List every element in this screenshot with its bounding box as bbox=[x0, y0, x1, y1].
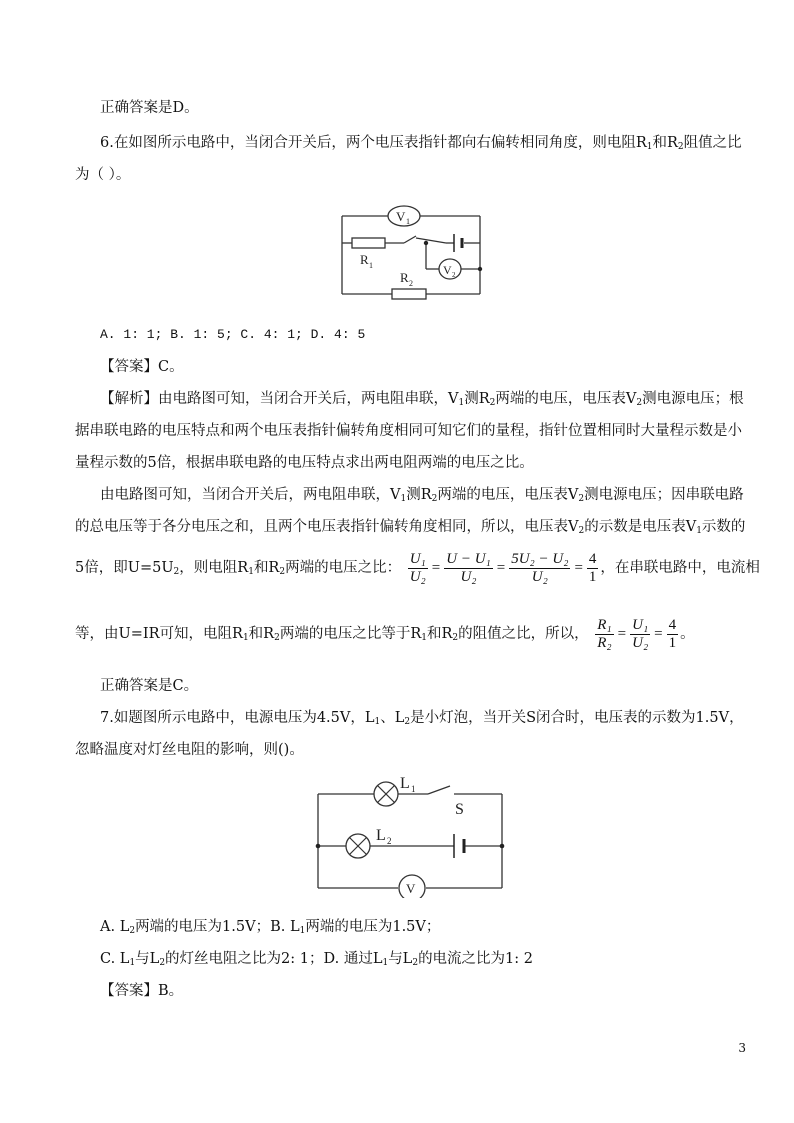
svg-text:V: V bbox=[406, 881, 416, 896]
q6-solution-line2: 的总电压等于各分电压之和，且两个电压表指针偏转角度相同，所以，电压表$V_2$的示数是电压表$V_1$示数的 bbox=[75, 519, 746, 536]
q7-circuit-diagram bbox=[310, 770, 510, 898]
svg-text:1: 1 bbox=[369, 261, 373, 270]
q6-options: A. 1: 1; B. 1: 5; C. 4: 1; D. 4: 5 bbox=[100, 327, 366, 342]
q6-solution-line4: 等，由U=IR可知，电阻$R_1$和$R_2$两端的电压之比等于$R_1$和$R_2$的阻值之比，所以， $\frac{\text{R₁}}{\text{R₂}}$ = $\frac{\text{U₁}}{\text{U₂}}$ = $\frac{4}{1}$ 。 bbox=[75, 612, 695, 656]
q6-analysis-line3: 量程示数的5倍，根据串联电路的电压特点求出两电阻两端的电压之比。 bbox=[75, 455, 534, 471]
q6-answer: 【答案】C。 bbox=[100, 359, 184, 375]
svg-text:R: R bbox=[360, 252, 369, 267]
q7-answer: 【答案】B。 bbox=[100, 983, 184, 999]
q6-stem-line2: 为（ ）。 bbox=[75, 167, 131, 183]
voltage-ratio-formula: $\frac{\text{U₁}}{\text{U₂}}$ = $\frac{\text{U − U₁}}{\text{U₂}}$ = $\frac{\text{5U₂ − U₂}}{\text{U₂}}$ = $\frac{4}{1}$ bbox=[409, 550, 597, 585]
previous-answer: 正确答案是D。 bbox=[100, 100, 199, 116]
resistance-ratio-formula: $\frac{\text{R₁}}{\text{R₂}}$ = $\frac{\text{U₁}}{\text{U₂}}$ = $\frac{4}{1}$ bbox=[597, 616, 677, 651]
q7-options-line2: C. $L_1$与$L_2$的灯丝电阻之比为2: 1；D. 通过$L_1$与$L_2$的电流之比为1: 2 bbox=[100, 951, 534, 968]
svg-text:S: S bbox=[455, 801, 464, 818]
svg-text:L: L bbox=[376, 827, 386, 844]
svg-text:1: 1 bbox=[406, 217, 410, 226]
q6-analysis-line1: 【解析】由电路图可知，当闭合开关后，两电阻串联，$V_1$测$R_2$两端的电压，电压表$V_2$测电源电压；根 bbox=[100, 391, 744, 408]
svg-text:2: 2 bbox=[452, 271, 456, 279]
page-number: 3 bbox=[738, 1041, 746, 1055]
q6-stem-line1: 6.在如图所示电路中，当闭合开关后，两个电压表指针都向右偏转相同角度，则电阻$R_1$和$R_2$阻值之比 bbox=[100, 135, 742, 152]
q7-stem-line2: 忽略温度对灯丝电阻的影响，则()。 bbox=[75, 742, 304, 758]
q6-solution-line1: 由电路图可知，当闭合开关后，两电阻串联，$V_1$测$R_2$两端的电压，电压表$V_2$测电源电压；因串联电路 bbox=[100, 487, 744, 504]
q6-analysis-line2: 据串联电路的电压特点和两个电压表指针偏转角度相同可知它们的量程，指针位置相同时大量程示数是小 bbox=[75, 423, 742, 439]
q6-final-answer: 正确答案是C。 bbox=[100, 678, 199, 694]
q6-solution-line3: 5倍，即$U=5U_2$，则电阻$R_1$和$R_2$两端的电压之比： $\frac{\text{U₁}}{\text{U₂}}$ = $\frac{\text{U − U₁}}{\text{U₂}}$ = $\frac{\text{5U₂ − U₂}}{\text{U₂}}$ = $\frac{4}{1}$ ，在串联电路中，电流相 bbox=[75, 546, 760, 590]
q6-circuit-diagram bbox=[330, 196, 488, 310]
q7-options-line1: A. $L_2$两端的电压为1.5V；B. $L_1$两端的电压为1.5V； bbox=[100, 919, 441, 936]
svg-text:V: V bbox=[443, 263, 452, 277]
svg-text:L: L bbox=[400, 775, 410, 792]
svg-text:V: V bbox=[396, 209, 406, 224]
svg-text:1: 1 bbox=[411, 784, 416, 794]
svg-text:R: R bbox=[400, 270, 409, 285]
svg-text:2: 2 bbox=[387, 836, 392, 846]
q7-stem-line1: 7.如题图所示电路中，电源电压为4.5V，$L_1$、$L_2$是小灯泡，当开关S闭合时，电压表的示数为1.5V， bbox=[100, 710, 744, 727]
svg-text:2: 2 bbox=[409, 279, 413, 288]
